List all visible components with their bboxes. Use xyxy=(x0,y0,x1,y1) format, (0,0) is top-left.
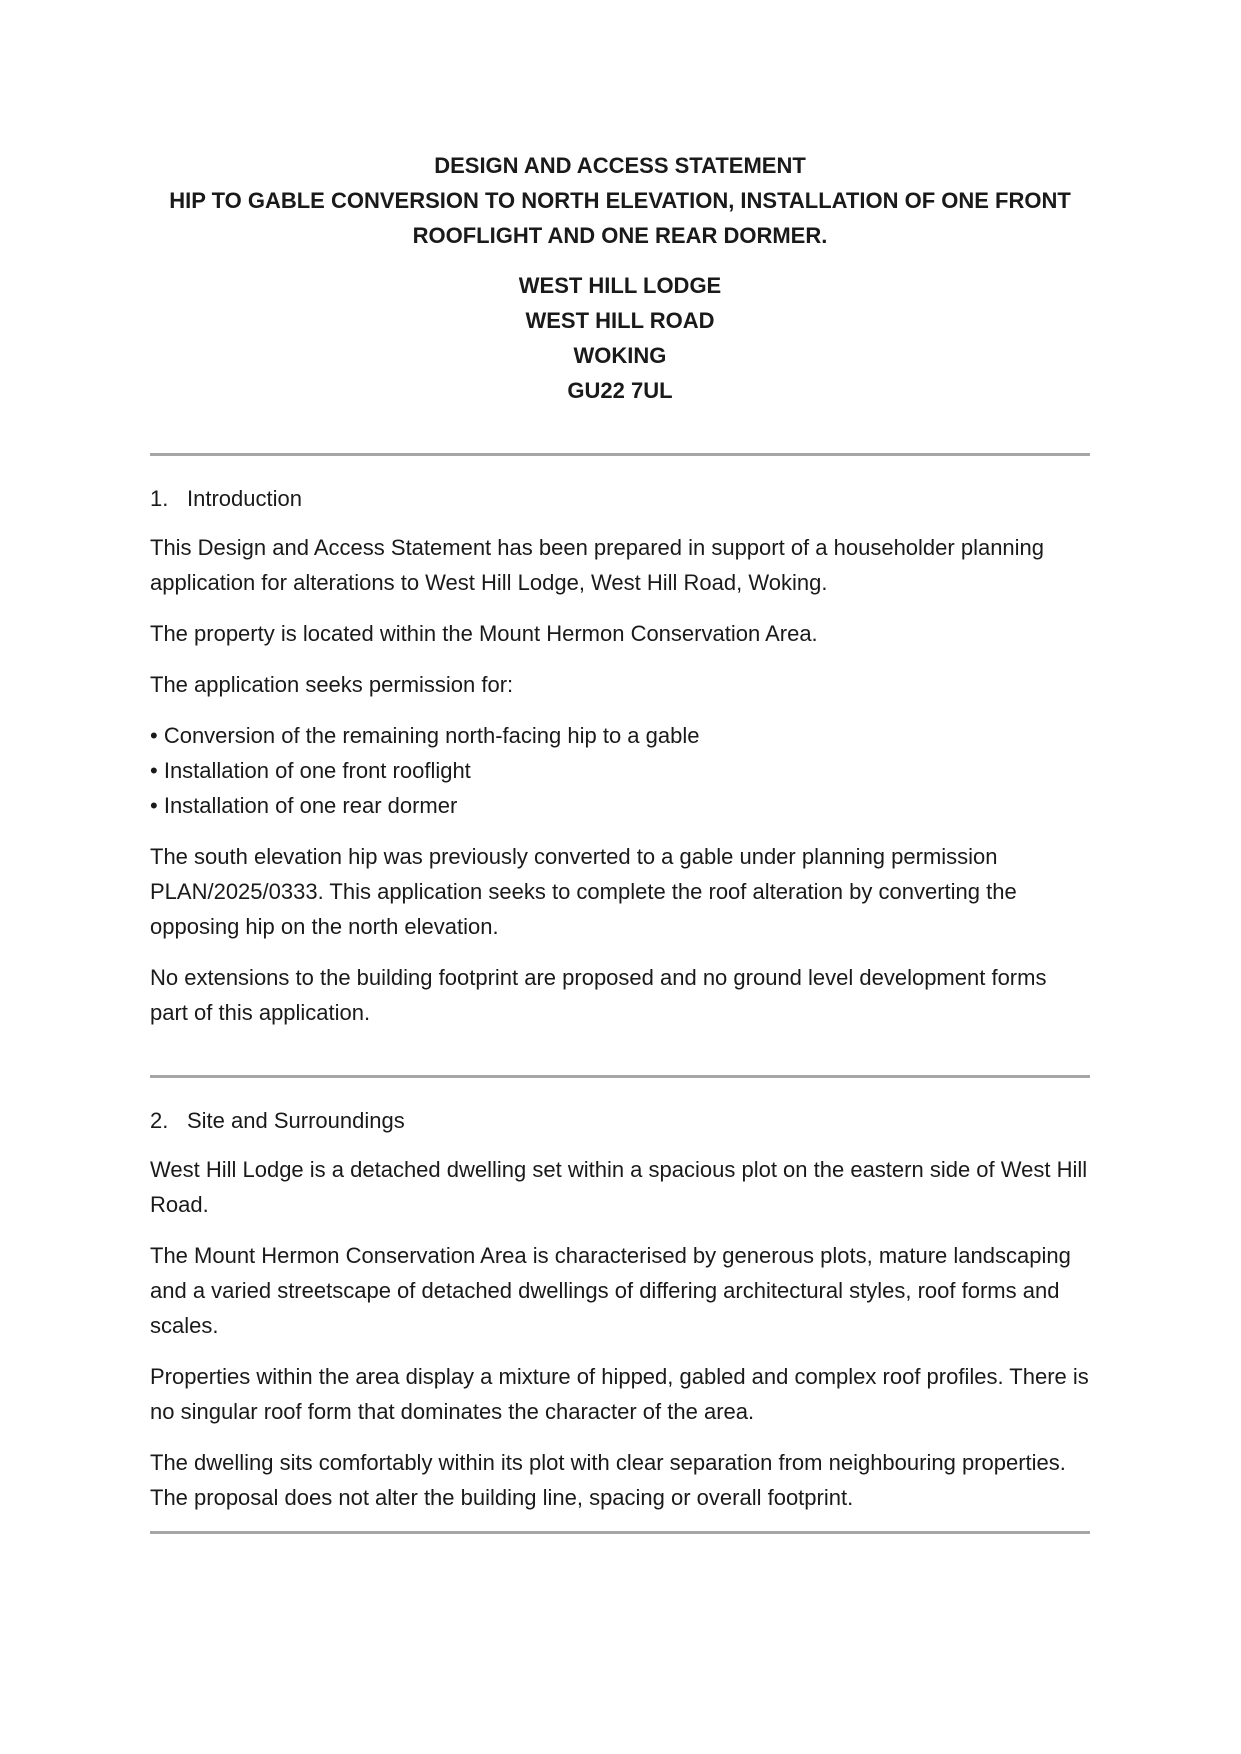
section-divider xyxy=(150,453,1090,456)
paragraph: The Mount Hermon Conservation Area is characterised by generous plots, mature landscaping and a varied streetscape of detached dwellings of differing architectural styles, roof forms and scales. xyxy=(150,1243,1071,1338)
paragraph: The application seeks permission for: xyxy=(150,672,514,697)
paragraph: This Design and Access Statement has been prepared in support of a householder planning application for alterations to West Hill Lodge, West Hill Road, Woking. xyxy=(150,535,1045,595)
paragraph: The dwelling sits comfortably within its plot with clear separation from neighbouring properties. The proposal does not alter the building line, spacing or overall footprint. xyxy=(150,1450,1066,1510)
section-heading xyxy=(150,484,1090,514)
paragraph: The south elevation hip was previously converted to a gable under planning permission PLAN/2025/0333. This application seeks to complete the roof alteration by converting the opposing hip on the north elevation. xyxy=(150,844,1017,939)
section-site-and-surroundings xyxy=(150,1106,1090,1515)
list-item: • Conversion of the remaining north-facing hip to a gable xyxy=(150,718,1090,753)
paragraph: West Hill Lodge is a detached dwelling set within a spacious plot on the eastern side of West Hill Road. xyxy=(150,1157,1088,1217)
address-line-2: WEST HILL ROAD xyxy=(525,308,715,333)
title-line-1: DESIGN AND ACCESS STATEMENT xyxy=(434,153,806,178)
paragraph: The property is located within the Mount Hermon Conservation Area. xyxy=(150,621,818,646)
address-line-1: WEST HILL LODGE xyxy=(518,273,722,298)
proposal-list xyxy=(150,718,1090,823)
section-number: 2. xyxy=(150,1108,169,1133)
site-address xyxy=(150,268,1090,408)
address-line-4: GU22 7UL xyxy=(567,378,673,403)
section-heading xyxy=(150,1106,1090,1136)
address-line-3: WOKING xyxy=(573,343,667,368)
document-body xyxy=(150,148,1090,1534)
section-title: Site and Surroundings xyxy=(187,1108,405,1133)
section-divider xyxy=(150,1075,1090,1078)
title-line-2: HIP TO GABLE CONVERSION TO NORTH ELEVATION, INSTALLATION OF ONE FRONT xyxy=(169,188,1071,213)
section-introduction xyxy=(150,484,1090,1030)
section-number: 1. xyxy=(150,486,169,511)
list-item: • Installation of one front rooflight xyxy=(150,753,1090,788)
document-title xyxy=(150,148,1090,253)
title-line-3: ROOFLIGHT AND ONE REAR DORMER. xyxy=(412,223,828,248)
paragraph: Properties within the area display a mixture of hipped, gabled and complex roof profiles. There is no singular roof form that dominates the character of the area. xyxy=(150,1364,1089,1424)
section-divider xyxy=(150,1531,1090,1534)
section-title: Introduction xyxy=(187,486,302,511)
paragraph: No extensions to the building footprint are proposed and no ground level development forms part of this application. xyxy=(150,965,1047,1025)
list-item: • Installation of one rear dormer xyxy=(150,788,1090,823)
